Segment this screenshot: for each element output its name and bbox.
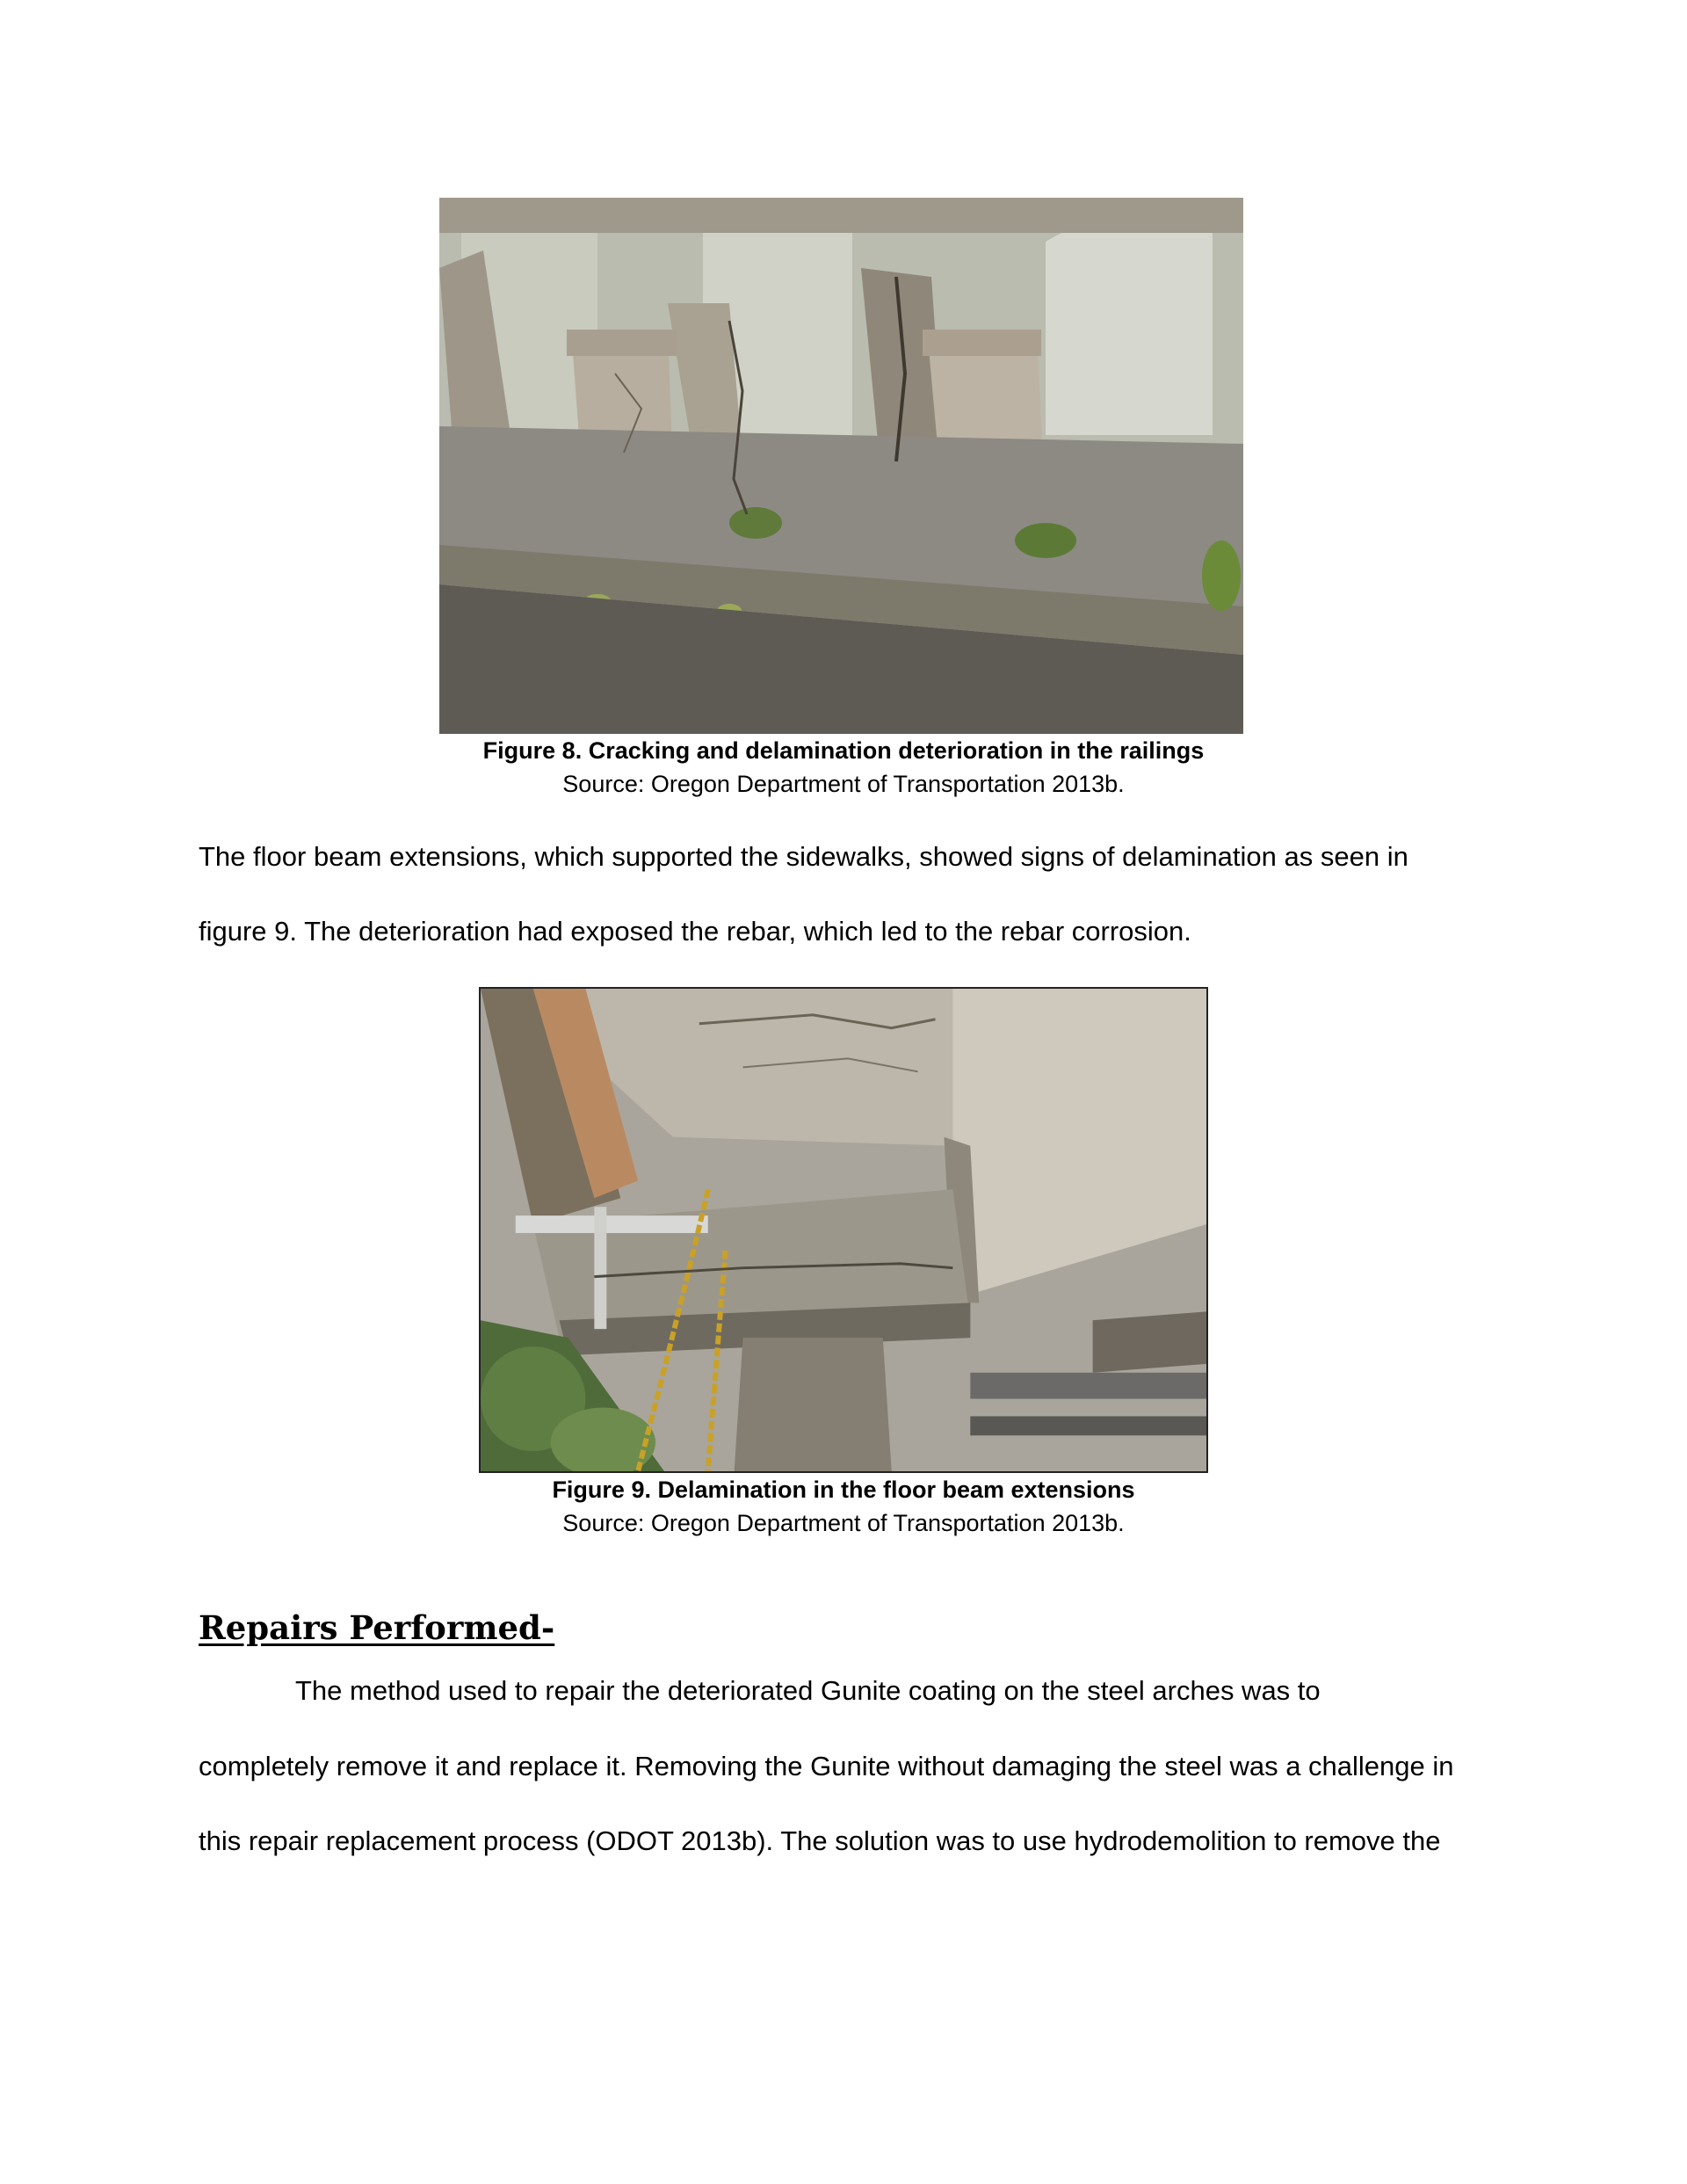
paragraph-line: figure 9. The deterioration had exposed the rebar, which led to the rebar corrosion. — [199, 916, 1191, 947]
figure-9-source: Source: Oregon Department of Transportation 2013b. — [562, 1510, 1125, 1536]
section-heading: Repairs Performed- — [199, 1608, 555, 1647]
figure-8-photo — [439, 198, 1243, 734]
paragraph-line: The method used to repair the deteriorated Gunite coating on the steel arches was to — [295, 1675, 1321, 1706]
figure-9-photo — [479, 987, 1208, 1473]
paragraph-line: completely remove it and replace it. Removing the Gunite without damaging the steel was a challenge in — [199, 1751, 1454, 1781]
figure-8-caption: Figure 8. Cracking and delamination deterioration in the railings — [482, 737, 1205, 764]
figure-9-caption: Figure 9. Delamination in the floor beam extensions — [552, 1477, 1135, 1503]
paragraph-line: this repair replacement process (ODOT 2013b). The solution was to use hydrodemolition to remove the — [199, 1825, 1441, 1856]
figure-8-source: Source: Oregon Department of Transportation 2013b. — [562, 771, 1125, 797]
paragraph-line: The floor beam extensions, which supported the sidewalks, showed signs of delamination as seen in — [199, 841, 1408, 872]
